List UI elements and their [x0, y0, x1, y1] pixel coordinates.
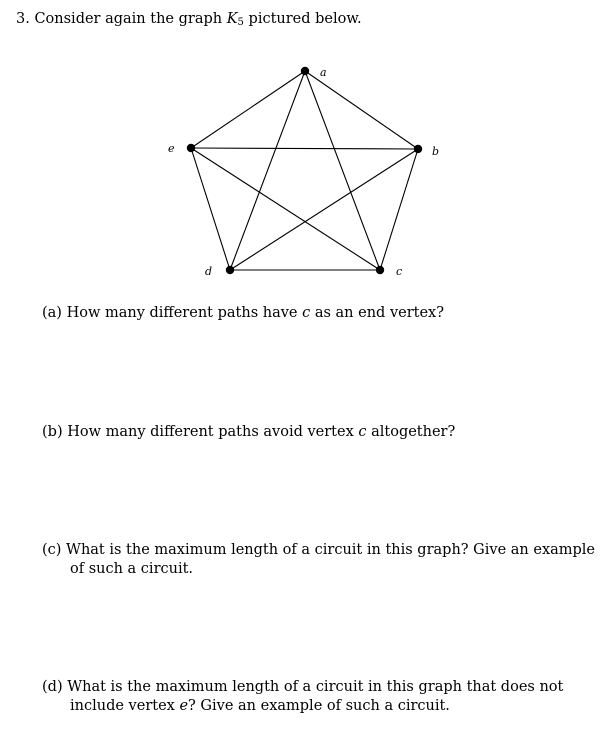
question-c-continuation — [70, 560, 193, 578]
vertex-b — [414, 145, 422, 153]
vertex-label-d: d — [205, 265, 213, 278]
question-a-text: How many different paths have — [66, 305, 303, 321]
question-b — [42, 423, 455, 441]
question-a-label: (a) — [42, 305, 62, 321]
graph-vertices — [187, 67, 422, 274]
question-c-text-line2: of such a circuit. — [70, 561, 194, 577]
question-b-text: How many different paths avoid vertex — [67, 424, 359, 440]
edge-b-c — [380, 149, 418, 270]
edge-c-e — [191, 148, 380, 270]
edge-d-e — [191, 148, 230, 270]
vertex-labels — [168, 66, 439, 278]
problem-number: 3. — [16, 11, 30, 27]
edge-a-c — [305, 71, 380, 270]
question-d-label: (d) — [42, 679, 63, 695]
vertex-label-e: e — [168, 142, 175, 155]
graph-name: K — [226, 11, 238, 27]
vertex-label-c: c — [396, 265, 403, 278]
vertex-label-a: a — [320, 66, 327, 79]
edge-a-b — [305, 71, 418, 149]
graph-subscript: 5 — [237, 17, 244, 28]
question-d-text-line1: What is the maximum length of a circuit in this graph that does not — [67, 679, 564, 695]
question-a-text-end: as an end vertex? — [310, 305, 445, 321]
vertex-d — [226, 266, 234, 274]
question-c — [42, 541, 595, 559]
graph-edges — [191, 71, 418, 270]
vertex-c — [376, 266, 384, 274]
vertex-e — [187, 144, 195, 152]
question-b-var: c — [358, 424, 367, 440]
edge-b-d — [230, 149, 418, 270]
question-d — [42, 678, 563, 696]
edge-a-d — [230, 71, 305, 270]
question-d-var: e — [179, 698, 189, 714]
question-b-text-end: altogether? — [366, 424, 456, 440]
edge-a-e — [191, 71, 305, 148]
edge-b-e — [191, 148, 418, 149]
vertex-label-b: b — [432, 145, 440, 158]
question-d-text-line2: include vertex — [70, 698, 180, 714]
question-d-continuation — [70, 697, 450, 715]
problem-intro-end: pictured below. — [243, 11, 362, 27]
question-c-label: (c) — [42, 542, 62, 558]
question-a-var: c — [302, 305, 311, 321]
question-c-text-line1: What is the maximum length of a circuit in this graph? Give an example — [66, 542, 596, 558]
question-a — [42, 304, 444, 322]
question-d-text-line2-end: ? Give an example of such a circuit. — [188, 698, 450, 714]
question-b-label: (b) — [42, 424, 63, 440]
vertex-a — [301, 67, 309, 75]
problem-intro: Consider again the graph — [34, 11, 227, 27]
